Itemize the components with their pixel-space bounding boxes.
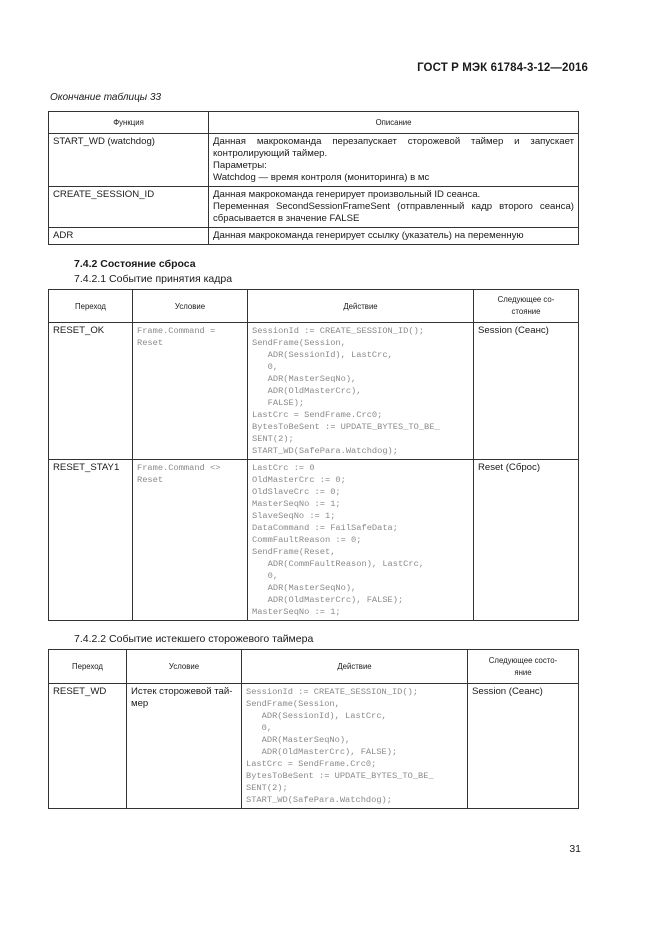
functions-table [48,111,579,245]
function-name: ADR [49,228,209,245]
column-header-description: Описание [209,112,579,134]
action-code: SessionId := CREATE_SESSION_ID(); SendFrame(Session, ADR(SessionId), LastCrc, 0, ADR(MasterSeqNo), ADR(OldMasterCrc), FALSE); LastCrc = SendFrame.Crc0; BytesToBeSent := UPDATE_BYTES_TO_BE_ SENT(2); START_WD(SafePara.Watchdog); [248,323,474,460]
table-row [49,460,579,621]
description-line: Переменная SecondSessionFrameSent (отправленный кадр второго сеанса) сбрасывается в значение FALSE [213,201,574,224]
column-header-action: Действие [242,650,468,684]
condition-code: Frame.Command = Reset [133,323,248,460]
page-number: 31 [569,843,581,855]
document-header: ГОСТ Р МЭК 61784-3-12—2016 [417,62,588,74]
column-header-condition: Условие [133,290,248,323]
column-header-transition: Переход [49,650,127,684]
description-line: Параметры: [213,160,267,171]
function-description [209,187,579,228]
function-name: START_WD (watchdog) [49,134,209,187]
next-state: Session (Сеанс) [474,323,579,460]
column-header-next-state: Следующее состо- яние [468,650,579,684]
section-heading: 7.4.2 Состояние сброса [74,258,196,270]
condition-text: Истек сторожевой тай- мер [127,684,242,809]
transition-name: RESET_OK [49,323,133,460]
description-line: Данная макрокоманда перезапускает сторожевой таймер и запускает контролирующий таймер. [213,136,574,159]
condition-code: Frame.Command <> Reset [133,460,248,621]
next-state: Session (Сеанс) [468,684,579,809]
table-caption: Окончание таблицы 33 [50,92,162,103]
action-code: SessionId := CREATE_SESSION_ID(); SendFrame(Session, ADR(SessionId), LastCrc, 0, ADR(MasterSeqNo), ADR(OldMasterCrc), FALSE); LastCrc = SendFrame.Crc0; BytesToBeSent := UPDATE_BYTES_TO_BE_ SENT(2); START_WD(SafePara.Watchdog); [242,684,468,809]
table-row [49,187,579,228]
action-code: LastCrc := 0 OldMasterCrc := 0; OldSlaveCrc := 0; MasterSeqNo := 1; SlaveSeqNo := 1; DataCommand := FailSafeData; CommFaultReason := 0; SendFrame(Reset, ADR(CommFaultReason), LastCrc, 0, ADR(MasterSeqNo), ADR(OldMasterCrc), FALSE); MasterSeqNo := 1; [248,460,474,621]
description-line: Данная макрокоманда генерирует ссылку (указатель) на переменную [213,230,524,241]
description-line: Watchdog — время контроля (мониторинга) в мс [213,172,430,183]
column-header-function: Функция [49,112,209,134]
function-name: CREATE_SESSION_ID [49,187,209,228]
subsection-heading: 7.4.2.2 Событие истекшего сторожевого таймера [74,633,314,645]
frame-received-table [48,289,579,621]
transition-name: RESET_WD [49,684,127,809]
table-row [49,134,579,187]
description-line: Данная макрокоманда генерирует произвольный ID сеанса. [213,189,481,200]
transition-name: RESET_STAY1 [49,460,133,621]
watchdog-expired-table [48,649,579,809]
next-state: Reset (Сброс) [474,460,579,621]
column-header-transition: Переход [49,290,133,323]
column-header-condition: Условие [127,650,242,684]
subsection-heading: 7.4.2.1 Событие принятия кадра [74,273,233,285]
table-row [49,228,579,245]
table-row [49,323,579,460]
column-header-action: Действие [248,290,474,323]
column-header-next-state: Следующее со- стояние [474,290,579,323]
table-row [49,684,579,809]
function-description [209,134,579,187]
function-description [209,228,579,245]
